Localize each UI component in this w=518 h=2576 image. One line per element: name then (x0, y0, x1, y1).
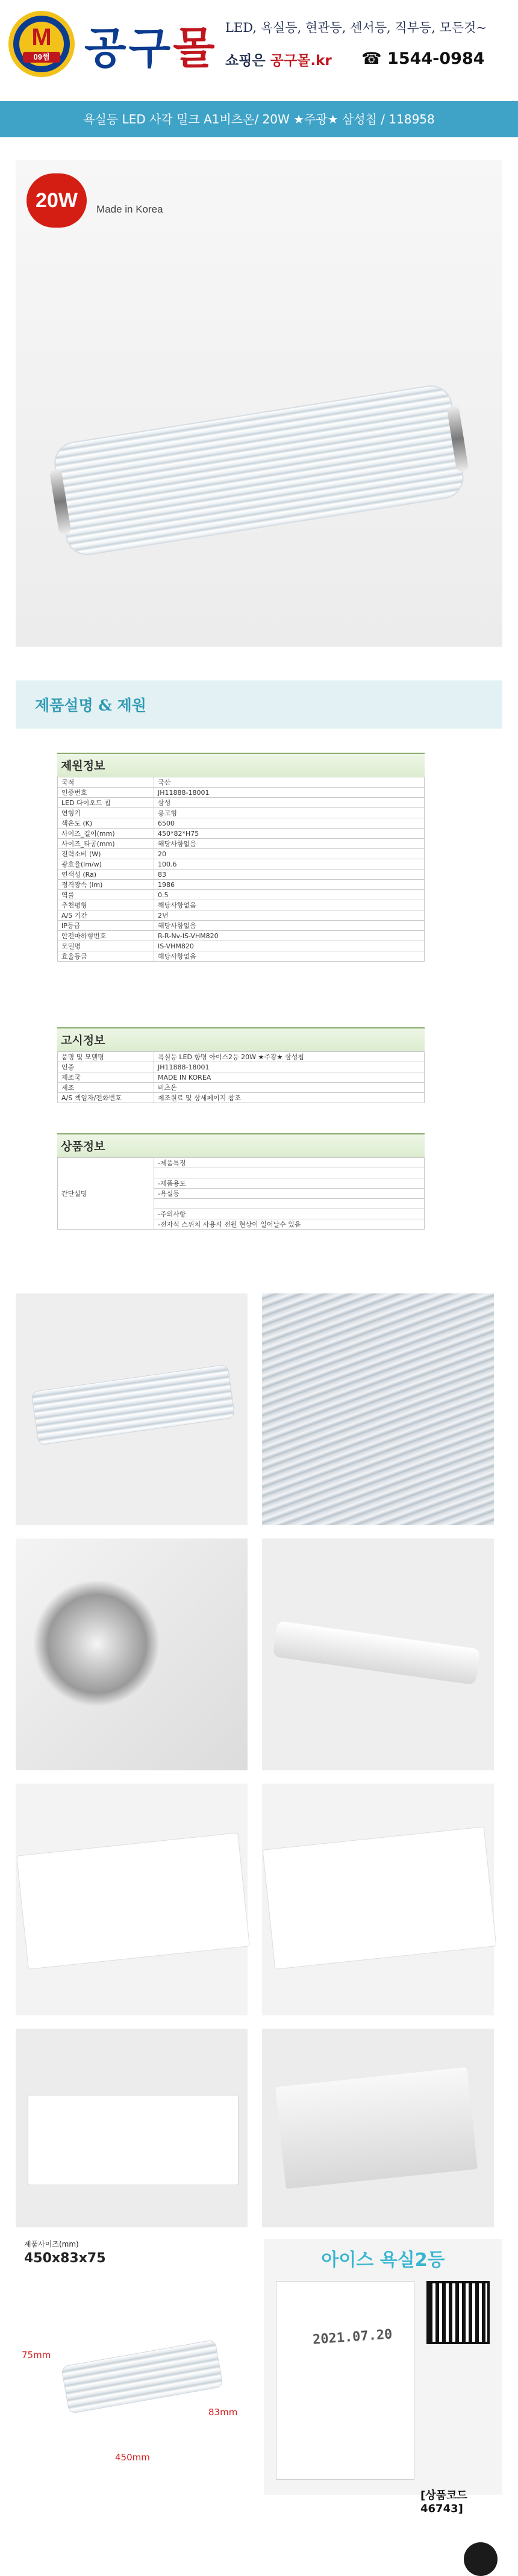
row-label: 연형기 (58, 808, 154, 818)
row-label: 모델명 (58, 941, 154, 951)
row-value: 450*82*H75 (154, 829, 425, 839)
row-label: 국적 (58, 777, 154, 788)
lamp-photo (31, 1364, 235, 1445)
tile-full-lamp (16, 1293, 248, 1525)
logo-letter: M (31, 24, 52, 51)
table-row (58, 849, 425, 859)
table-row (58, 870, 425, 880)
spec-table-title: 제원정보 (57, 753, 425, 777)
brand-name-right: 몰 (173, 23, 217, 73)
logo[interactable] (8, 11, 75, 77)
row-label: LED 다이오드 칩 (58, 798, 154, 808)
led-board-photo (263, 1826, 497, 1970)
table-row (58, 818, 425, 829)
spec-table (57, 753, 425, 962)
table-row (58, 931, 425, 941)
product-title-bar: 욕실등 LED 사각 밀크 A1비츠온/ 20W ★주광★ 삼성칩 / 118958 (0, 101, 518, 137)
row-value: 6500 (154, 818, 425, 829)
row-label: 연색성 (Ra) (58, 870, 154, 880)
brand-name-left: 공구 (84, 23, 173, 73)
hero-product-image (16, 160, 502, 647)
table-row (58, 859, 425, 870)
row-label: 효율등급 (58, 951, 154, 962)
row-label: 추천평형 (58, 900, 154, 910)
row-value: 제조원료 및 상세페이지 참조 (154, 1093, 425, 1103)
scroll-to-top-icon[interactable] (464, 2542, 498, 2576)
tile-endcap-closeup (16, 1538, 248, 1770)
row-label: 제조국 (58, 1072, 154, 1083)
row-label: A/S 책임자/전화번호 (58, 1093, 154, 1103)
notice-table (57, 1027, 425, 1103)
qr-code-icon[interactable] (426, 2281, 490, 2344)
row-value: 삼성 (154, 798, 425, 808)
dimension-label: 제품사이즈(mm) (24, 2240, 79, 2248)
length-tag: 450mm (115, 2452, 150, 2463)
table-row (58, 951, 425, 962)
product-info-line: -전자식 스위치 사용시 전원 현상이 일어날수 있음 (154, 1219, 425, 1230)
row-value: 2년 (154, 910, 425, 921)
lamp-illustration (45, 381, 472, 559)
table-row (58, 941, 425, 951)
brand-name[interactable] (84, 13, 217, 76)
row-value: 해당사항없음 (154, 921, 425, 931)
base-photo (272, 1621, 480, 1685)
led-board-photo (16, 1832, 250, 1970)
table-row (58, 839, 425, 849)
dimension-diagram (16, 2271, 248, 2482)
driver-installed-photo (275, 2067, 478, 2189)
brand-tagline: LED, 욕실등, 현관등, 센서등, 직부등, 모든것~ (225, 20, 487, 35)
section-title: 제품설명 & 제원 (35, 697, 146, 714)
product-info-label: 간단설명 (58, 1158, 154, 1230)
certificate-title: 아이스 욕실2등 (321, 2250, 445, 2271)
table-row (58, 900, 425, 910)
shop-prefix: 쇼핑은 (225, 53, 266, 69)
product-code: [상품코드 46743] (420, 2489, 467, 2515)
row-value: 해당사항없음 (154, 900, 425, 910)
site-header (0, 0, 518, 93)
depth-tag: 83mm (208, 2407, 238, 2418)
height-tag: 75mm (22, 2350, 51, 2360)
product-info-line: -제품용도 (154, 1178, 425, 1189)
row-label: 인증 (58, 1062, 154, 1072)
certificate-date: 2021.07.20 (312, 2327, 393, 2348)
notice-rows (57, 1051, 425, 1103)
table-row (58, 829, 425, 839)
row-value: MADE IN KOREA (154, 1072, 425, 1083)
row-value: JH11888-18001 (154, 788, 425, 798)
row-label: 제조 (58, 1083, 154, 1093)
certificate-document (276, 2281, 414, 2480)
shop-line (225, 49, 332, 69)
tile-base-open (262, 1538, 494, 1770)
product-info-rows (57, 1157, 425, 1230)
product-info-table (57, 1133, 425, 1230)
logo-number: 09쩜 (23, 52, 60, 63)
table-row (58, 890, 425, 900)
row-value: 욕실등 LED 항명 아이스2등 20W ★주광★ 삼성칩 (154, 1052, 425, 1062)
row-label: 사이즈_길이(mm) (58, 829, 154, 839)
row-label: 역률 (58, 890, 154, 900)
table-row (58, 777, 425, 788)
phone-number[interactable]: ☎ 1544-0984 (361, 49, 485, 68)
table-row (58, 880, 425, 890)
row-value: 0.5 (154, 890, 425, 900)
row-label: 색온도 (K) (58, 818, 154, 829)
row-label: 광효율(lm/w) (58, 859, 154, 870)
spec-rows (57, 777, 425, 962)
row-label: IP등급 (58, 921, 154, 931)
product-info-line (154, 1168, 425, 1178)
row-label: A/S 기간 (58, 910, 154, 921)
product-info-line: -욕실등 (154, 1189, 425, 1199)
product-info-title: 상품정보 (57, 1133, 425, 1157)
table-row (58, 1093, 425, 1103)
row-label: 인증번호 (58, 788, 154, 798)
product-info-line (154, 1199, 425, 1209)
table-row (58, 808, 425, 818)
table-row (58, 1052, 425, 1062)
tile-texture-closeup (262, 1293, 494, 1525)
row-value: 100.6 (154, 859, 425, 870)
logo-inner (19, 22, 64, 66)
row-value: 비츠온 (154, 1083, 425, 1093)
tile-led-board-1 (16, 1784, 248, 2015)
row-value: IS-VHM820 (154, 941, 425, 951)
row-value: 20 (154, 849, 425, 859)
row-value: 해당사항없음 (154, 951, 425, 962)
made-in-label: Made in Korea (96, 204, 163, 215)
wattage-badge: 20W (27, 173, 87, 228)
row-label: 전력소비 (W) (58, 849, 154, 859)
dimension-value: 450x83x75 (24, 2251, 106, 2266)
driver-photo (28, 2095, 239, 2185)
shop-link[interactable]: 공구몰.kr (270, 53, 332, 69)
row-label: 정격광속 (lm) (58, 880, 154, 890)
certificate-panel (264, 2239, 502, 2515)
tile-driver-label (16, 2029, 248, 2227)
product-info-line: -주의사항 (154, 1209, 425, 1219)
table-row (58, 1072, 425, 1083)
table-row (58, 921, 425, 931)
row-value: JH11888-18001 (154, 1062, 425, 1072)
table-row (58, 910, 425, 921)
row-value: 83 (154, 870, 425, 880)
row-label: 안전마하형번호 (58, 931, 154, 941)
table-row (58, 798, 425, 808)
row-label: 사이즈_타공(mm) (58, 839, 154, 849)
row-value: 국산 (154, 777, 425, 788)
table-row (58, 788, 425, 798)
row-value: 해당사항없음 (154, 839, 425, 849)
product-info-line: -제품특징 (154, 1158, 425, 1168)
table-row (58, 1083, 425, 1093)
notice-table-title: 고시정보 (57, 1027, 425, 1051)
dimension-lamp (61, 2339, 223, 2414)
tile-led-board-2 (262, 1784, 494, 2015)
lamp-body (51, 382, 466, 558)
row-value: 1986 (154, 880, 425, 890)
row-value: R-R-Nv-IS-VHM820 (154, 931, 425, 941)
row-value: 용고형 (154, 808, 425, 818)
table-row (58, 1062, 425, 1072)
tile-driver-installed (262, 2029, 494, 2227)
row-label: 품명 및 모델명 (58, 1052, 154, 1062)
endcap-photo (34, 1581, 160, 1707)
